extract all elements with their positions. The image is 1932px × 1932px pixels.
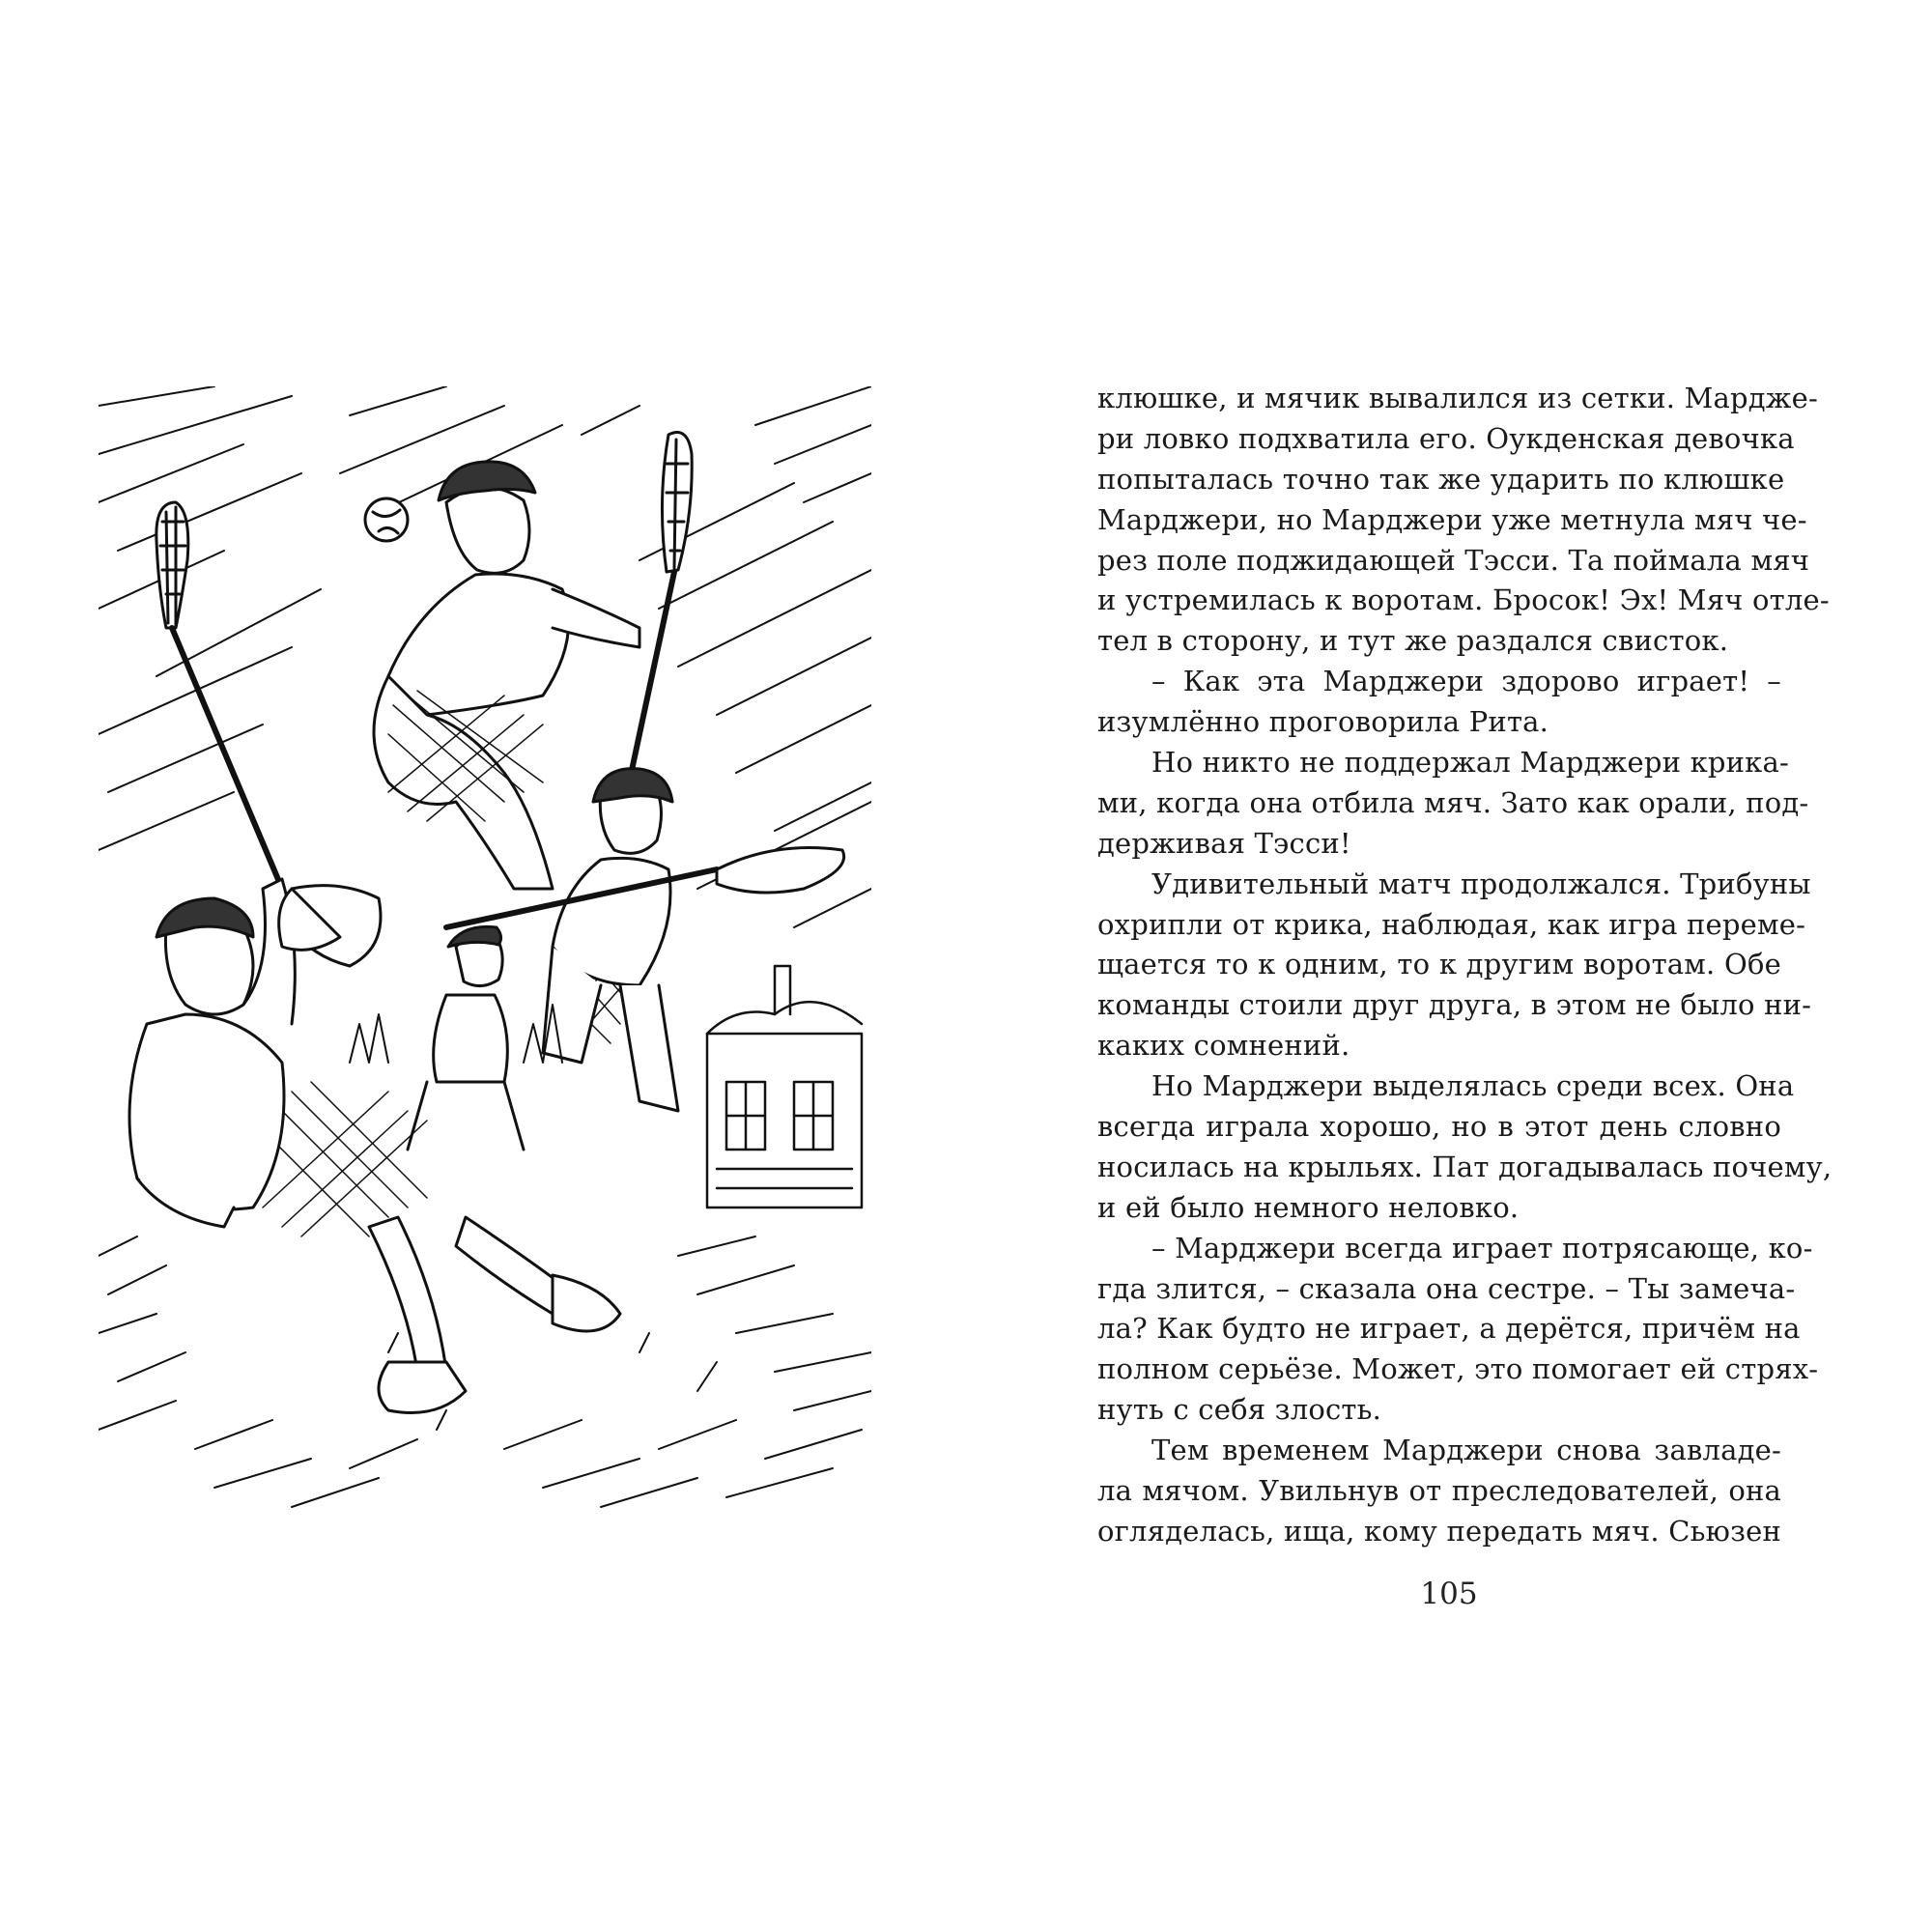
text-line: ла? Как будто не играет, а дерётся, причём на [1097,1312,1801,1346]
text-line: охрипли от крика, наблюдая, как игра переме- [1097,907,1806,941]
text-line: ла мячом. Увильнув от преследователей, она [1097,1474,1781,1508]
text-line: тел в сторону, и тут же раздался свисток. [1097,624,1729,658]
text-line: каких сомнений. [1097,1029,1350,1063]
text-line: Удивительный матч продолжался. Трибуны [1151,867,1811,900]
text-line: носилась на крыльях. Пат догадывалась почему, [1097,1150,1833,1183]
text-line: щается то к одним, то к другим воротам. Обе [1097,948,1781,981]
text-line: – Марджери всегда играет потрясающе, ко- [1151,1231,1813,1264]
ball [365,498,408,541]
text-line: Тем временем Марджери снова завладе- [1151,1434,1781,1467]
text-line: рез поле поджидающей Тэсси. Та поймала мяч [1097,543,1810,577]
illustration-lacrosse-match [99,386,871,1519]
text-line: огляделась, ища, кому передать мяч. Сьюзен [1097,1514,1781,1548]
text-line: ми, когда она отбила мяч. Зато как орали, под- [1097,785,1809,819]
player-middle [408,926,524,1150]
text-line: Марджери, но Марджери уже метнула мяч че- [1097,502,1807,536]
illustration-svg [99,386,871,1519]
text-line: клюшке, и мячик вывалился из сетки. Марджe- [1097,382,1819,414]
text-line: и устремилась к воротам. Бросок! Эх! Мяч отле- [1097,583,1830,617]
text-line: Но Марджери выделялась среди всех. Она [1151,1069,1795,1103]
text-line: всегда играла хорошо, но в этот день словно [1097,1110,1781,1144]
text-line: держивая Тэсси! [1097,826,1351,860]
text-line: попыталась точно так же ударить по клюшке [1097,462,1785,496]
body-text [1097,379,1833,1552]
text-line: изумлённо проговорила Рита. [1097,705,1549,739]
page-number: 105 [1420,1577,1478,1611]
text-line: гда злится, – сказала она сестре. – Ты замеча- [1097,1271,1796,1305]
text-line: ри ловко подхватила его. Оукденская девочка [1097,421,1795,455]
text-line: команды стоили друг друга, в этом не было ни- [1097,988,1812,1022]
text-line: Но никто не поддержал Марджери крика- [1151,746,1789,780]
text-line: и ей было немного неловко. [1097,1190,1520,1224]
text-line: – Как эта Марджери здорово играет! – [1151,665,1781,698]
text-line: нуть с себя злость. [1097,1393,1382,1427]
house [707,966,862,1208]
player-fallen [129,879,295,1227]
stick-right [625,433,692,803]
text-line: полном серьёзе. Может, это помогает ей стрях- [1097,1352,1819,1386]
stick-left [156,502,282,889]
